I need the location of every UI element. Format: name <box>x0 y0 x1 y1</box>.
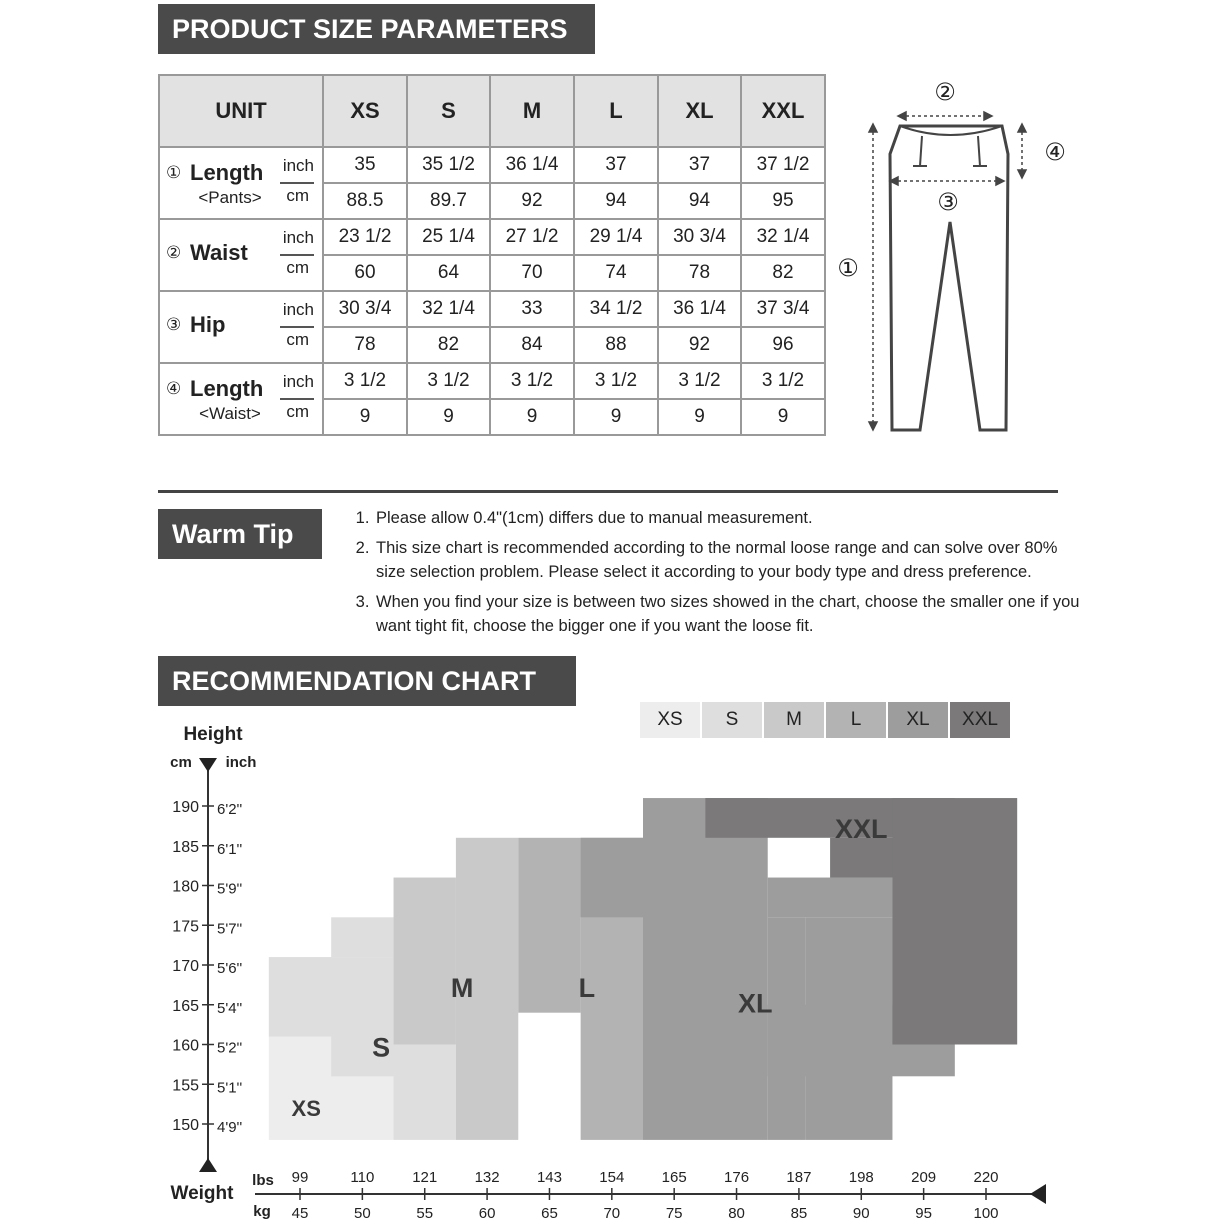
inch-value: 25 1/4 <box>407 219 490 255</box>
measure-name: Waist <box>190 240 248 265</box>
x-axis-arrow <box>1030 1184 1046 1204</box>
size-header: M <box>490 75 574 147</box>
y-axis-title: Height <box>183 724 243 745</box>
recommendation-banner: RECOMMENDATION CHART <box>158 656 576 706</box>
unit-inch: inch <box>282 372 314 391</box>
cm-value: 60 <box>323 255 407 291</box>
y-tick-label-inch: 5'6'' <box>217 960 243 977</box>
unit-header: UNIT <box>159 75 323 147</box>
cm-value: 92 <box>658 327 741 363</box>
cm-value: 96 <box>741 327 825 363</box>
cm-value: 74 <box>574 255 658 291</box>
y-tick-label-cm: 180 <box>172 878 199 896</box>
region-label: XL <box>737 988 773 1019</box>
inch-value: 3 1/2 <box>741 363 825 399</box>
unit-inch: inch <box>282 300 314 319</box>
measure-sub: <Pants> <box>198 188 262 207</box>
x-tick-label-kg: 55 <box>416 1205 434 1222</box>
size-header: XL <box>658 75 741 147</box>
x-tick-label-kg: 60 <box>478 1205 496 1222</box>
y-tick-label-inch: 5'2'' <box>217 1039 243 1057</box>
y-tick-label-inch: 5'4'' <box>217 999 243 1017</box>
region-xxl-block <box>892 798 1017 1044</box>
cm-value: 94 <box>574 183 658 219</box>
cm-value: 9 <box>658 399 741 435</box>
y-tick-label-inch: 5'7'' <box>217 920 243 938</box>
cm-value: 88 <box>574 327 658 363</box>
y-tick-label-cm: 155 <box>172 1077 199 1095</box>
region-xl-block <box>581 838 643 918</box>
inch-value: 37 1/2 <box>741 147 825 183</box>
region-l-block <box>518 838 580 1013</box>
legend-swatch: M <box>764 702 824 738</box>
x-unit-kg: kg <box>253 1203 271 1220</box>
x-tick-label-lbs: 132 <box>474 1169 500 1186</box>
marker-4: ④ <box>1044 138 1066 166</box>
cm-value: 9 <box>574 399 658 435</box>
inch-value: 37 <box>658 147 741 183</box>
inch-value: 3 1/2 <box>490 363 574 399</box>
x-unit-lbs: lbs <box>252 1172 274 1189</box>
inch-value: 37 <box>574 147 658 183</box>
legend-swatch: L <box>826 702 886 738</box>
region-label: XXL <box>835 813 888 844</box>
x-tick-label-lbs: 187 <box>786 1169 812 1186</box>
x-tick-label-lbs: 220 <box>973 1169 999 1186</box>
inch-value: 3 1/2 <box>407 363 490 399</box>
region-label: S <box>372 1032 391 1063</box>
y-tick-label-cm: 160 <box>172 1037 199 1055</box>
x-tick-label-lbs: 209 <box>911 1169 937 1186</box>
x-tick-label-lbs: 154 <box>599 1169 625 1186</box>
x-tick-label-kg: 85 <box>790 1205 808 1222</box>
tip-item: 3. When you find your size is between two sizes showed in the chart, choose the smaller one if you want tight fit, choose the bigger one if you want the loose fit. <box>374 590 1086 638</box>
cm-value: 82 <box>741 255 825 291</box>
y-tick-label-inch: 5'1'' <box>217 1079 243 1097</box>
measure-number: ③ <box>166 315 182 334</box>
unit-inch: inch <box>282 156 314 175</box>
measure-name: Length <box>190 160 264 185</box>
region-label: L <box>578 972 596 1003</box>
size-header: XXL <box>741 75 825 147</box>
marker-3: ③ <box>937 188 959 216</box>
x-tick-label-kg: 75 <box>665 1205 683 1222</box>
x-tick-label-lbs: 165 <box>661 1169 687 1186</box>
y-tick-label-cm: 175 <box>172 918 199 936</box>
unit-inch: inch <box>282 228 314 247</box>
measure-number: ① <box>166 163 182 182</box>
inch-value: 36 1/4 <box>490 147 574 183</box>
measure-number: ② <box>166 243 182 262</box>
y-tick-label-inch: 6'1'' <box>217 840 243 858</box>
measure-number: ④ <box>166 379 182 398</box>
inch-value: 3 1/2 <box>574 363 658 399</box>
y-tick-label-inch: 6'2'' <box>217 801 243 818</box>
y-tick-label-cm: 190 <box>172 799 199 816</box>
inch-value: 33 <box>490 291 574 327</box>
cm-value: 64 <box>407 255 490 291</box>
x-axis-title: Weight <box>170 1183 234 1204</box>
params-banner: PRODUCT SIZE PARAMETERS <box>158 4 595 54</box>
cm-value: 95 <box>741 183 825 219</box>
measure-name: Hip <box>190 312 226 337</box>
y-tick-label-cm: 150 <box>172 1117 199 1134</box>
x-tick-label-lbs: 143 <box>536 1169 562 1186</box>
x-tick-label-kg: 95 <box>915 1205 932 1222</box>
inch-value: 32 1/4 <box>407 291 490 327</box>
y-unit-inch: inch <box>225 754 257 771</box>
x-tick-label-lbs: 121 <box>412 1169 438 1186</box>
x-tick-label-kg: 45 <box>291 1205 309 1222</box>
x-tick-label-kg: 100 <box>973 1205 999 1222</box>
inch-value: 3 1/2 <box>658 363 741 399</box>
y-axis-bottom-arrow <box>199 1158 217 1172</box>
measure-sub: <Waist> <box>199 404 261 423</box>
cm-value: 92 <box>490 183 574 219</box>
region-xl-block <box>643 798 768 1140</box>
cm-value: 82 <box>407 327 490 363</box>
region-s-block <box>331 917 393 957</box>
legend-swatch: XS <box>640 702 700 738</box>
inch-value: 30 3/4 <box>658 219 741 255</box>
legend-swatch: XXL <box>950 702 1010 738</box>
region-label: XS <box>291 1096 321 1122</box>
y-tick-label-cm: 165 <box>172 997 199 1015</box>
cm-value: 78 <box>658 255 741 291</box>
x-tick-label-kg: 50 <box>354 1205 371 1222</box>
x-tick-label-lbs: 99 <box>291 1169 309 1186</box>
legend-swatch: XL <box>888 702 948 738</box>
cm-value: 84 <box>490 327 574 363</box>
region-s-block <box>269 957 394 1037</box>
warm-tip-banner: Warm Tip <box>158 509 322 559</box>
region-s-block <box>394 1045 456 1140</box>
region-label: M <box>450 972 474 1003</box>
cm-value: 70 <box>490 255 574 291</box>
tip-item: 2. This size chart is recommended according to the normal loose range and can solve over 80% size selection problem. Please select it according to your body type and dress preference. <box>374 536 1086 584</box>
x-tick-label-kg: 65 <box>541 1205 558 1222</box>
y-tick-label-cm: 170 <box>172 958 199 975</box>
x-tick-label-lbs: 110 <box>350 1169 375 1186</box>
x-tick-label-lbs: 176 <box>724 1169 750 1186</box>
inch-value: 37 3/4 <box>741 291 825 327</box>
x-tick-label-lbs: 198 <box>848 1169 874 1186</box>
inch-value: 35 <box>323 147 407 183</box>
unit-cm: cm <box>286 402 309 421</box>
cm-value: 89.7 <box>407 183 490 219</box>
x-tick-label-kg: 90 <box>852 1205 870 1222</box>
unit-cm: cm <box>286 258 309 277</box>
inch-value: 3 1/2 <box>323 363 407 399</box>
y-tick-label-inch: 5'9'' <box>217 880 243 898</box>
inch-value: 32 1/4 <box>741 219 825 255</box>
unit-cm: cm <box>286 186 309 205</box>
inch-value: 27 1/2 <box>490 219 574 255</box>
size-header: S <box>407 75 490 147</box>
inch-value: 30 3/4 <box>323 291 407 327</box>
tip-item: 1. Please allow 0.4"(1cm) differs due to manual measurement. <box>374 506 1086 530</box>
region-xl-block <box>768 878 893 918</box>
y-tick-label-cm: 185 <box>172 838 199 856</box>
x-tick-label-kg: 80 <box>728 1205 745 1222</box>
measure-name: Length <box>190 376 264 401</box>
cm-value: 9 <box>407 399 490 435</box>
y-unit-cm: cm <box>170 754 192 771</box>
cm-value: 9 <box>323 399 407 435</box>
cm-value: 94 <box>658 183 741 219</box>
legend-swatch: S <box>702 702 762 738</box>
marker-1: ① <box>837 254 859 282</box>
x-tick-label-kg: 70 <box>603 1205 621 1222</box>
inch-value: 34 1/2 <box>574 291 658 327</box>
y-tick-label-inch: 4'9'' <box>217 1119 243 1136</box>
size-header: XS <box>323 75 407 147</box>
y-axis-top-arrow <box>199 758 217 772</box>
cm-value: 9 <box>741 399 825 435</box>
marker-2: ② <box>934 78 956 106</box>
region-m-block <box>394 878 456 1045</box>
inch-value: 35 1/2 <box>407 147 490 183</box>
cm-value: 78 <box>323 327 407 363</box>
cm-value: 9 <box>490 399 574 435</box>
inch-value: 23 1/2 <box>323 219 407 255</box>
inch-value: 36 1/4 <box>658 291 741 327</box>
size-header: L <box>574 75 658 147</box>
inch-value: 29 1/4 <box>574 219 658 255</box>
unit-cm: cm <box>286 330 309 349</box>
cm-value: 88.5 <box>323 183 407 219</box>
